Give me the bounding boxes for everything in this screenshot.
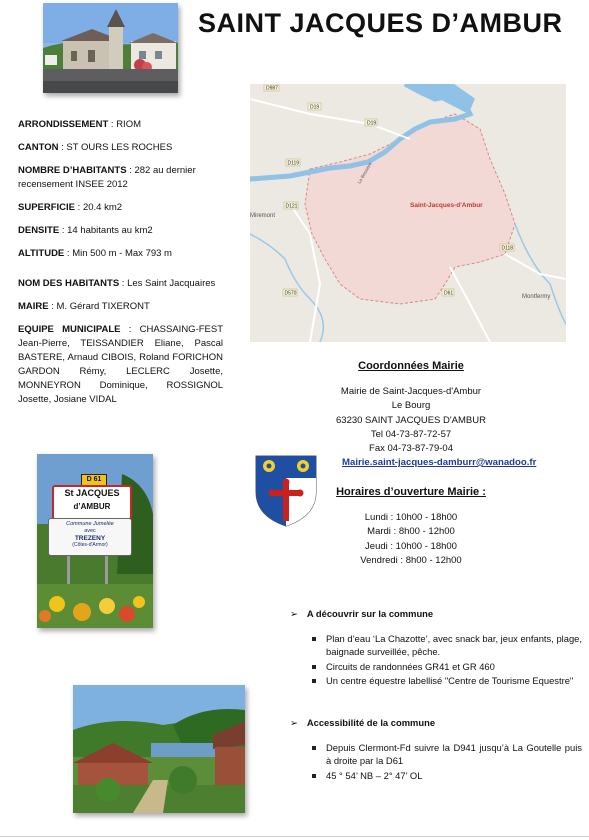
town-sign-photo (37, 454, 153, 628)
road-label: D987 (266, 85, 278, 92)
road-label: D121 (285, 203, 298, 210)
fact-canton: CANTON : ST OURS LES ROCHES (18, 142, 173, 153)
road-label: D19 (367, 120, 377, 127)
place-label: Montfermy (522, 294, 551, 300)
commune-map-label: Saint-Jacques-d'Ambur (410, 202, 483, 209)
fact-altitude: ALTITUDE : Min 500 m - Max 793 m (18, 248, 172, 259)
contact-line: Mairie de Saint-Jacques-d'Ambur (340, 386, 482, 398)
arrow-icon: ➢ (290, 608, 298, 619)
fact-superficie: SUPERFICIE : 20.4 km2 (18, 202, 123, 213)
hours-heading: Horaires d’ouverture Mairie : (336, 486, 486, 498)
access-section (290, 716, 582, 783)
town-entry-sign: St JACQUES d’AMBUR (52, 485, 132, 520)
road-label: D118 (501, 245, 514, 252)
hours-line: Mardi : 8h00 - 12h00 (367, 526, 455, 538)
commune-map (250, 84, 566, 342)
fact-maire: MAIRE : M. Gérard TIXERONT (18, 301, 150, 312)
contact-line: 63230 SAINT JACQUES D'AMBUR (336, 414, 486, 426)
discover-item: Un centre équestre labellisé "Centre de Tourisme Equestre" (312, 674, 582, 688)
church-photo (43, 3, 178, 93)
discover-item: Circuits de randonnées GR41 et GR 460 (312, 660, 582, 674)
hours-line: Jeudi : 10h00 - 18h00 (365, 540, 457, 552)
fact-habitants: NOMBRE D’HABITANTS : 282 au dernier recensement INSEE 2012 (18, 165, 196, 190)
contact-email-link[interactable]: Mairie.saint-jacques-damburr@wanadoo.fr (342, 457, 537, 468)
twin-town-sign: Commune Jumelée avec TREZENY (Côtes-d'Armor) (48, 518, 132, 556)
commune-facts (18, 118, 223, 416)
road-number-sign: D 61 (81, 474, 107, 486)
road-label: D61 (444, 290, 454, 297)
road-label: D119 (287, 160, 300, 167)
discover-section (290, 607, 582, 689)
discover-heading: ➢ A découvrir sur la commune (290, 608, 434, 619)
fact-densite: DENSITE : 14 habitants au km2 (18, 225, 153, 236)
contact-heading: Coordonnées Mairie (358, 360, 464, 372)
contact-line: Le Bourg (391, 400, 431, 412)
page-title: SAINT JACQUES D’AMBUR (198, 8, 563, 38)
lake-chalet-photo (73, 685, 245, 813)
hours-block (300, 485, 522, 568)
road-label: D19 (310, 104, 320, 111)
hours-line: Vendredi : 8h00 - 12h00 (360, 554, 462, 566)
fact-nom-habitants: NOM DES HABITANTS : Les Saint Jacquaires (18, 278, 216, 289)
access-heading: ➢ Accessibilité de la commune (290, 717, 436, 728)
road-label: D570 (284, 290, 297, 297)
fact-equipe: EQUIPE MUNICIPALE : CHASSAING-FEST Jean-Pierre, TEISSANDIER Eliane, Pascal BASTERE, Arnaud CIBOIS, Roland FORICHON GARDON Rémy, LECLERC Josette, MONNEYRON Dominique, ROSSIGNOL Josette, Josiane VIDAL (18, 324, 224, 405)
place-label: La Bessière (356, 161, 373, 185)
page-bottom-divider (0, 836, 589, 837)
place-label: Miremont (250, 213, 276, 219)
contact-block (300, 359, 522, 456)
contact-phone: Tel 04-73-87-72-57 (370, 428, 452, 440)
contact-fax: Fax 04-73-87-79-04 (369, 443, 453, 455)
arrow-icon: ➢ (290, 717, 298, 728)
fact-arrondissement: ARRONDISSEMENT : RIOM (18, 119, 141, 130)
discover-item: Plan d’eau ‘La Chazotte’, avec snack bar, jeux enfants, plage, baignade surveillée, pêche. (312, 632, 582, 659)
access-item: Depuis Clermont-Fd suivre la D941 jusqu’à La Goutelle puis à droite par la D61 (312, 741, 582, 768)
hours-line: Lundi : 10h00 - 18h00 (364, 512, 458, 524)
access-item: 45 ° 54’ NB – 2° 47’ OL (312, 769, 582, 783)
